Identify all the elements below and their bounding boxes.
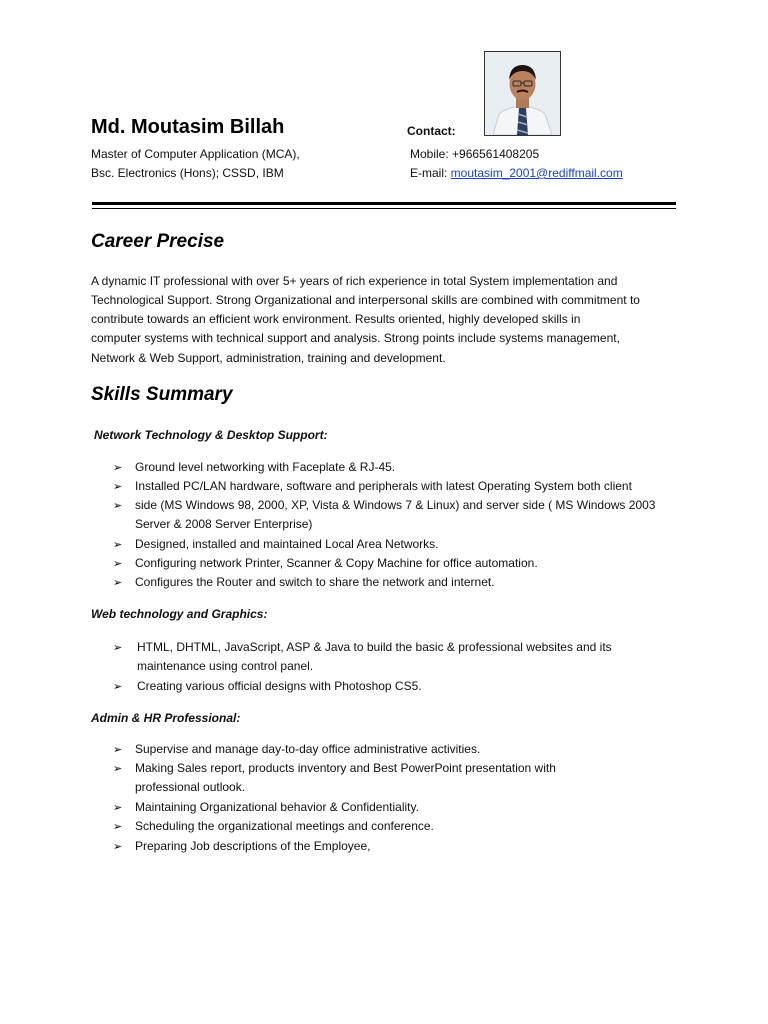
arrow-bullet-icon: ➢ xyxy=(113,577,123,589)
skill-item: Designed, installed and maintained Local Area Networks. xyxy=(135,537,439,551)
arrow-bullet-icon: ➢ xyxy=(113,841,123,853)
arrow-bullet-icon: ➢ xyxy=(113,539,123,551)
skill-item: HTML, DHTML, JavaScript, ASP & Java to build the basic & professional websites and its xyxy=(137,640,612,654)
email-link[interactable]: moutasim_2001@rediffmail.com xyxy=(450,166,623,180)
skill-item-continuation: Server & 2008 Server Enterprise) xyxy=(135,517,313,531)
email-line xyxy=(410,166,623,180)
arrow-bullet-icon: ➢ xyxy=(113,500,123,512)
qualification-line-2: Bsc. Electronics (Hons); CSSD, IBM xyxy=(91,166,284,180)
career-paragraph-line: A dynamic IT professional with over 5+ years of rich experience in total System implementation and xyxy=(91,274,618,288)
arrow-bullet-icon: ➢ xyxy=(113,744,123,756)
career-paragraph-line: Network & Web Support, administration, training and development. xyxy=(91,351,446,365)
arrow-bullet-icon: ➢ xyxy=(113,481,123,493)
arrow-bullet-icon: ➢ xyxy=(113,681,123,693)
skill-item: Supervise and manage day-to-day office administrative activities. xyxy=(135,742,481,756)
arrow-bullet-icon: ➢ xyxy=(113,821,123,833)
profile-photo xyxy=(484,51,561,136)
header-divider-thin xyxy=(92,208,676,209)
skill-item: Maintaining Organizational behavior & Confidentiality. xyxy=(135,800,419,814)
career-section-title: Career Precise xyxy=(91,231,225,252)
skills-section-title: Skills Summary xyxy=(91,384,233,405)
arrow-bullet-icon: ➢ xyxy=(113,642,123,654)
skill-item: side (MS Windows 98, 2000, XP, Vista & Windows 7 & Linux) and server side ( MS Windows 2003 xyxy=(135,498,656,512)
email-prefix: E-mail: xyxy=(410,166,451,180)
skill-item: Installed PC/LAN hardware, software and peripherals with latest Operating System both client xyxy=(135,479,632,493)
skill-item: Ground level networking with Faceplate & RJ-45. xyxy=(135,460,396,474)
skill-item: Configures the Router and switch to share the network and internet. xyxy=(135,575,495,589)
web-subheading: Web technology and Graphics: xyxy=(91,607,268,621)
skill-item: Making Sales report, products inventory and Best PowerPoint presentation with xyxy=(135,761,556,775)
skill-item: Configuring network Printer, Scanner & Copy Machine for office automation. xyxy=(135,556,538,570)
skill-item-continuation: maintenance using control panel. xyxy=(137,659,314,673)
skill-item: Scheduling the organizational meetings and conference. xyxy=(135,819,434,833)
qualification-line-1: Master of Computer Application (MCA), xyxy=(91,147,300,161)
header-divider-thick xyxy=(92,202,676,205)
arrow-bullet-icon: ➢ xyxy=(113,802,123,814)
arrow-bullet-icon: ➢ xyxy=(113,763,123,775)
network-subheading: Network Technology & Desktop Support: xyxy=(94,428,328,442)
career-paragraph-line: Technological Support. Strong Organizational and interpersonal skills are combined with commitment to xyxy=(91,293,640,307)
career-paragraph-line: computer systems with technical support and analysis. Strong points include systems management, xyxy=(91,331,620,345)
skill-item-continuation: professional outlook. xyxy=(135,780,246,794)
career-paragraph-line: contribute towards an efficient work environment. Results oriented, highly developed skills in xyxy=(91,312,581,326)
skill-item: Creating various official designs with Photoshop CS5. xyxy=(137,679,422,693)
contact-label: Contact: xyxy=(407,124,456,138)
candidate-name: Md. Moutasim Billah xyxy=(91,116,285,138)
admin-subheading: Admin & HR Professional: xyxy=(91,711,241,725)
arrow-bullet-icon: ➢ xyxy=(113,558,123,570)
arrow-bullet-icon: ➢ xyxy=(113,462,123,474)
skill-item: Preparing Job descriptions of the Employee, xyxy=(135,839,371,853)
mobile-number: Mobile: +966561408205 xyxy=(410,147,540,161)
